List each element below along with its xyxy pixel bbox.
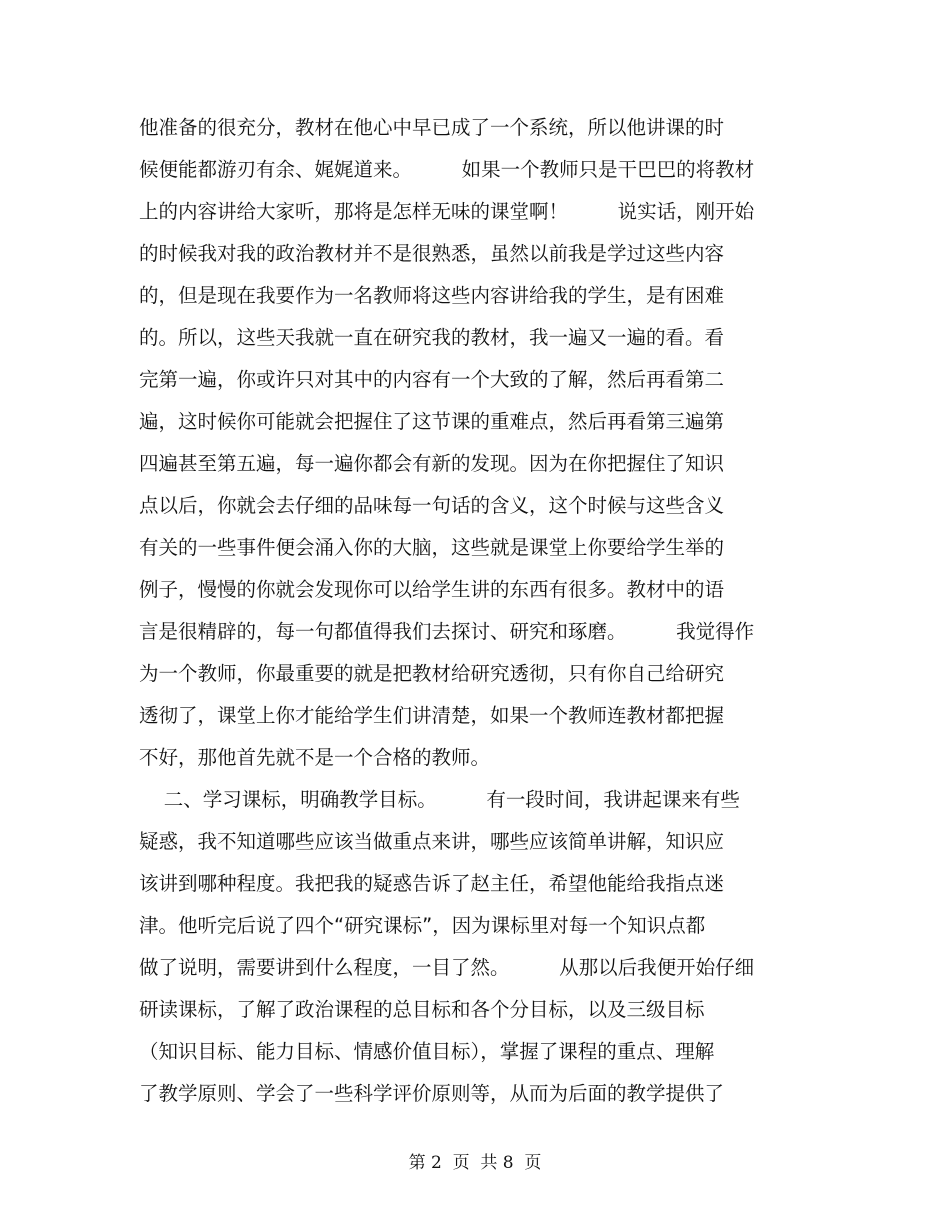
body-text-line: 了教学原则、学会了一些科学评价原则等，从而为后面的教学提供了 (139, 1082, 725, 1105)
body-text-line: 研读课标，了解了政治课程的总目标和各个分目标，以及三级目标 (139, 998, 705, 1021)
body-text-line: 候便能都游刃有余、娓娓道来。 如果一个教师只是干巴巴的将教材 (139, 158, 755, 181)
body-text-line: 完第一遍，你或许只对其中的内容有一个大致的了解，然后再看第二 (139, 368, 725, 391)
body-text-line: 点以后，你就会去仔细的品味每一句话的含义，这个时候与这些含义 (139, 494, 725, 517)
body-text-line: 上的内容讲给大家听，那将是怎样无味的课堂啊！ 说实话，刚开始 (139, 200, 755, 223)
body-text-line: 津。他听完后说了四个“研究课标”，因为课标里对每一个知识点都 (139, 914, 706, 937)
body-text-line: 该讲到哪种程度。我把我的疑惑告诉了赵主任，希望他能给我指点迷 (139, 872, 725, 895)
body-text-line: 他准备的很充分，教材在他心中早已成了一个系统，所以他讲课的时 (139, 116, 725, 139)
body-text-line: 的，但是现在我要作为一名教师将这些内容讲给我的学生，是有困难 (139, 284, 725, 307)
body-text-line: 的。所以，这些天我就一直在研究我的教材，我一遍又一遍的看。看 (139, 326, 725, 349)
body-text-line: 疑惑，我不知道哪些应该当做重点来讲，哪些应该简单讲解，知识应 (139, 830, 725, 853)
page-number-footer: 第 2 页 共 8 页 (408, 1153, 542, 1173)
body-text-line: 遍，这时候你可能就会把握住了这节课的重难点，然后再看第三遍第 (139, 410, 725, 433)
body-text-line: 透彻了，课堂上你才能给学生们讲清楚，如果一个教师连教材都把握 (139, 704, 725, 727)
body-text-line: 四遍甚至第五遍，每一遍你都会有新的发现。因为在你把握住了知识 (139, 452, 725, 475)
section-heading-line: 二、学习课标，明确教学目标。 有一段时间，我讲起课来有些 (139, 788, 740, 811)
body-text-line: 的时候我对我的政治教材并不是很熟悉，虽然以前我是学过这些内容 (139, 242, 725, 265)
body-text-line: 例子，慢慢的你就会发现你可以给学生讲的东西有很多。教材中的语 (139, 578, 725, 601)
body-text-line: 有关的一些事件便会涌入你的大脑，这些就是课堂上你要给学生举的 (139, 536, 725, 559)
body-text-line: （知识目标、能力目标、情感价值目标），掌握了课程的重点、理解 (139, 1040, 715, 1063)
body-text-line: 不好，那他首先就不是一个合格的教师。 (139, 746, 491, 769)
body-text-line: 言是很精辟的，每一句都值得我们去探讨、研究和琢磨。 我觉得作 (139, 620, 755, 643)
body-text-line: 为一个教师，你最重要的就是把教材给研究透彻，只有你自己给研究 (139, 662, 725, 685)
body-text-line: 做了说明，需要讲到什么程度，一目了然。 从那以后我便开始仔细 (139, 956, 755, 979)
